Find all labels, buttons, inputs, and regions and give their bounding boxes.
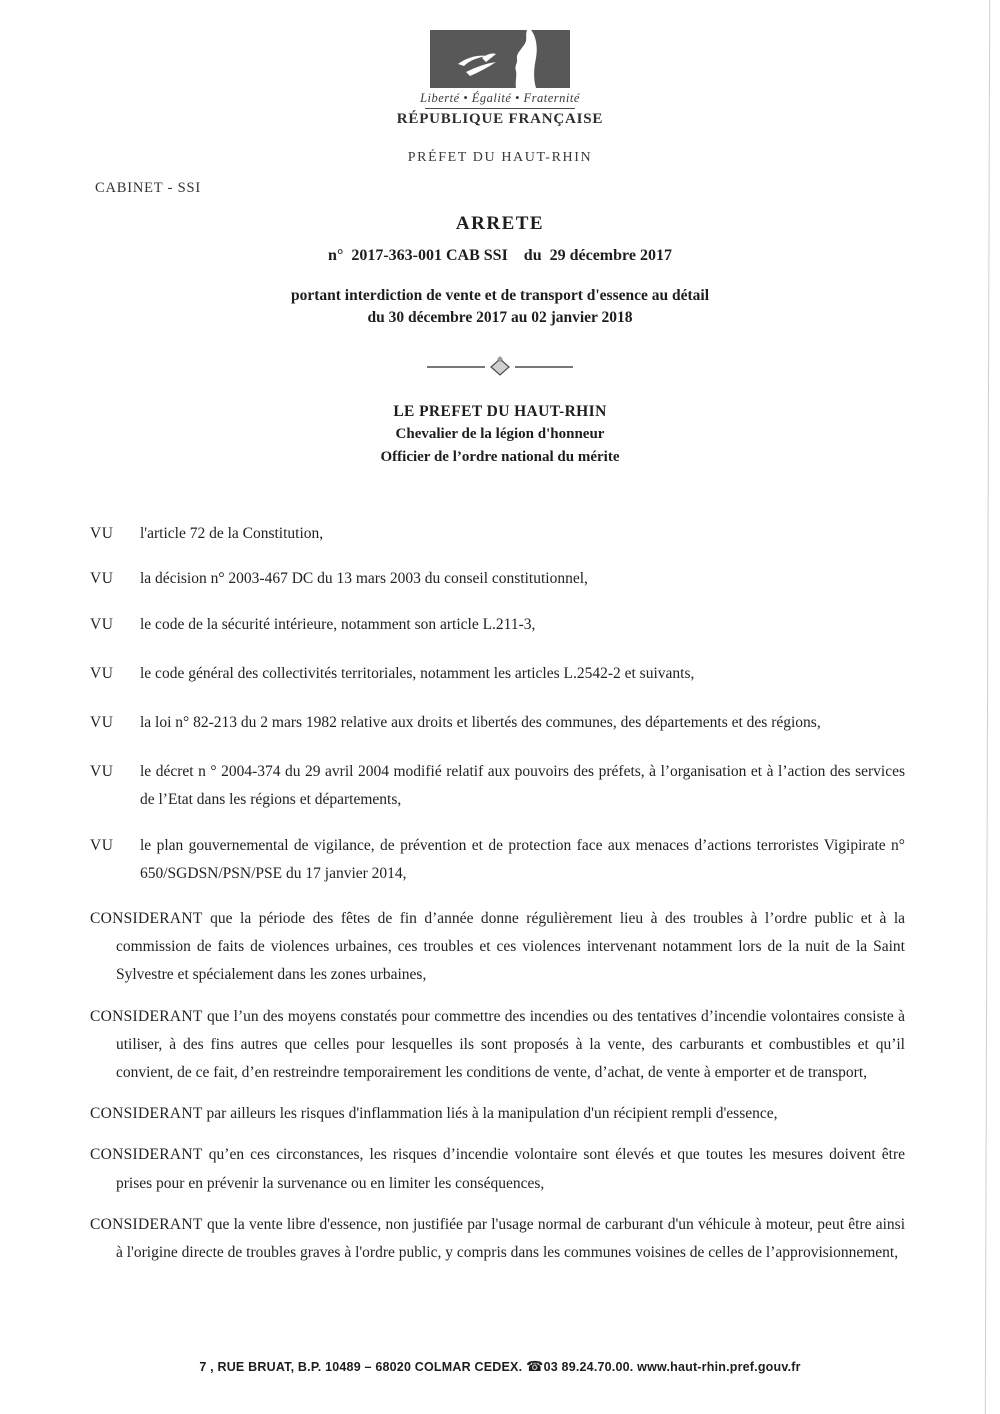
footer-website: www.haut-rhin.pref.gouv.fr	[637, 1360, 801, 1374]
prefecture-title: PRÉFET DU HAUT-RHIN	[407, 150, 593, 165]
vu-item	[90, 709, 905, 737]
considerant-item	[90, 1100, 905, 1128]
considerant-item	[90, 1003, 905, 1088]
authority-line2: Chevalier de la légion d'honneur	[395, 426, 605, 443]
considerant-label: CONSIDERANT	[90, 1105, 203, 1123]
republic-title: RÉPUBLIQUE FRANÇAISE	[396, 111, 604, 127]
vu-text: le code général des collectivités territoriales, notamment les articles L.2542-2 et suivants,	[140, 664, 695, 682]
vu-text: la décision n° 2003-467 DC du 13 mars 2003 du conseil constitutionnel,	[140, 570, 588, 588]
vu-item	[90, 611, 905, 639]
vu-label: VU	[90, 525, 114, 543]
considerant-text: qu’en ces circonstances, les risques d’incendie volontaire sont élevés et que toutes les mesures doivent être prises pour en prévenir la survenance ou en limiter les conséquences,	[116, 1146, 906, 1192]
authority-block	[0, 400, 1000, 468]
motto-rule	[425, 108, 575, 109]
decree-body	[90, 520, 905, 1267]
decree-subject	[0, 285, 1000, 330]
authority-line1: LE PREFET DU HAUT-RHIN	[393, 402, 607, 420]
office-reference: CABINET - SSI	[95, 180, 202, 196]
considerant-label: CONSIDERANT	[90, 1007, 203, 1025]
vu-label: VU	[90, 615, 114, 633]
considerant-text: que la période des fêtes de fin d’année donne régulièrement lieu à des troubles à l’ordre public et à la commission de faits de violences urbaines, ces troubles et ces violences intervenant notamment lors de la nuit de la Saint Sylvestre et spécialement dans les zones urbaines,	[116, 910, 906, 984]
vu-label: VU	[90, 836, 114, 854]
title-block	[0, 213, 1000, 330]
marianne-logo-icon	[430, 30, 570, 88]
telephone-icon: ☎	[525, 1358, 544, 1374]
considerant-text: que la vente libre d'essence, non justifiée par l'usage normal de carburant d'un véhicule à moteur, peut être ainsi à l'origine directe de troubles graves à l'ordre public, y compris dans les communes voisines de celles de l’approvisionnement,	[116, 1215, 906, 1262]
decree-heading: ARRETE	[455, 213, 545, 234]
footer-address-line	[0, 1358, 1000, 1375]
considerant-label: CONSIDERANT	[90, 1146, 203, 1164]
vu-text: le code de la sécurité intérieure, notamment son article L.211-3,	[140, 615, 536, 633]
vu-text: le plan gouvernemental de vigilance, de prévention et de protection face aux menaces d’actions terroristes Vigipirate n° 650/SGDSN/PSN/PSE du 17 janvier 2014,	[140, 836, 905, 882]
vu-label: VU	[90, 763, 114, 781]
diamond-divider-icon	[425, 356, 575, 376]
considerant-text: par ailleurs les risques d'inflammation liés à la manipulation d'un récipient rempli d'essence,	[206, 1105, 778, 1123]
vu-item	[90, 832, 905, 888]
vu-item	[90, 565, 905, 593]
vu-item	[90, 520, 905, 548]
considerant-item	[90, 1141, 905, 1197]
considerant-item	[90, 905, 905, 990]
vu-text: le décret n ° 2004-374 du 29 avril 2004 modifié relatif aux pouvoirs des préfets, à l’organisation et à l’action des services de l’Etat dans les régions et départements,	[140, 763, 905, 809]
considerant-text: que l’un des moyens constatés pour commettre des incendies ou des tentatives d’incendie volontaires consiste à utiliser, à des fins autres que celles pour lesquelles ils sont proposés à la vente, des carburants et combustibles et qu’il convient, de ce fait, d’en restreindre temporairement les conditions de vente, d’achat, de vente à emporter et de transport,	[116, 1007, 905, 1082]
decree-number-line: n° 2017-363-001 CAB SSI du 29 décembre 2017	[328, 247, 672, 264]
vu-label: VU	[90, 664, 114, 682]
vu-item	[90, 758, 905, 814]
footer-address: 7 , RUE BRUAT, B.P. 10489 – 68020 COLMAR CEDEX.	[199, 1360, 526, 1374]
considerant-item	[90, 1211, 905, 1267]
considerant-label: CONSIDERANT	[90, 1215, 203, 1233]
vu-item	[90, 660, 905, 688]
vu-text: l'article 72 de la Constitution,	[140, 525, 324, 543]
considerant-label: CONSIDERANT	[90, 910, 203, 928]
header	[0, 0, 1000, 128]
decree-subject-line2: du 30 décembre 2017 au 02 janvier 2018	[367, 309, 633, 327]
vu-label: VU	[90, 714, 114, 731]
decree-subject-line1: portant interdiction de vente et de transport d'essence au détail	[290, 287, 710, 304]
vu-text: la loi n° 82-213 du 2 mars 1982 relative aux droits et libertés des communes, des départements et des régions,	[140, 714, 821, 731]
vu-label: VU	[90, 570, 114, 588]
footer-phone: 03 89.24.70.00.	[543, 1360, 638, 1374]
authority-line3: Officier de l’ordre national du mérite	[380, 448, 620, 465]
motto: Liberté • Égalité • Fraternité	[420, 91, 580, 105]
